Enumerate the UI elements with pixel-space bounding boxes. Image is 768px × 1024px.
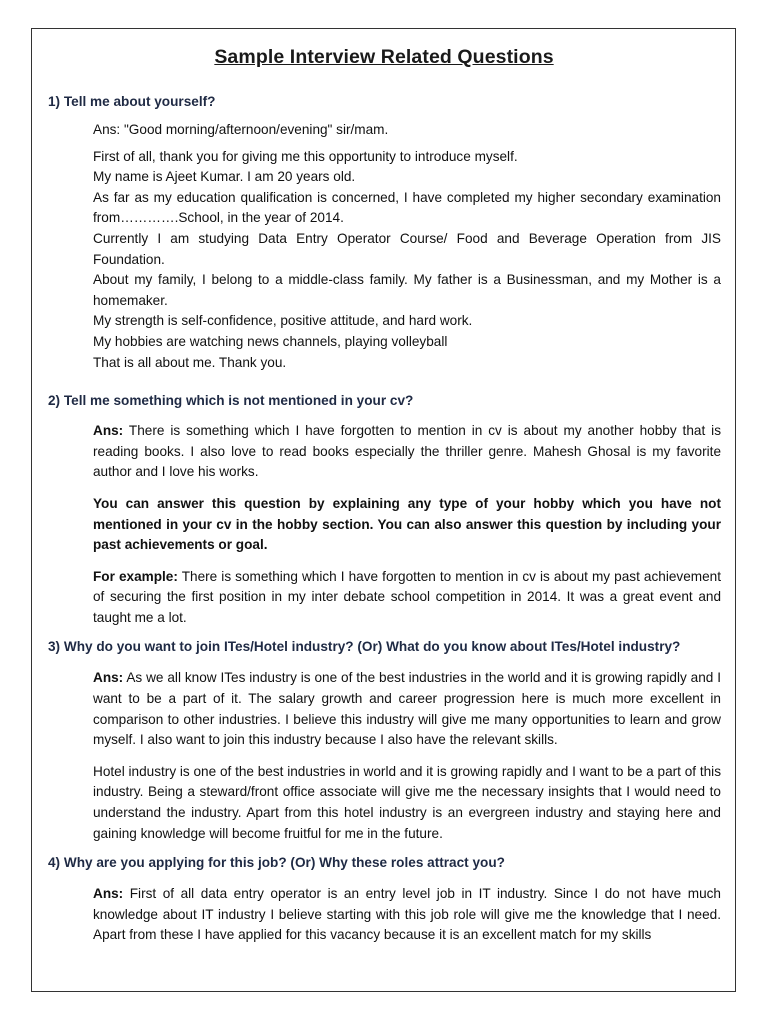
answer-4 [93,884,721,946]
answer-1-greeting: Ans: "Good morning/afternoon/evening" sir/mam. [93,122,389,137]
answer-4-text: Ans: First of all data entry operator is an entry level job in IT industry. Since I do not have much knowledge about IT industry I believe starting with this job role will give me the knowledge that I need. Apart from these I have applied for this vacancy because it is an excellent match for my skills [93,886,721,943]
answer-3-text: Ans: As we all know ITes industry is one of the best industries in the world and it is growing rapidly and I want to be a part of it. The salary growth and career progression here is much more excellent in comparison to other industries. I believe this industry will give me many opportunities to learn and grow myself. I also want to join this industry because I also have the relevant skills. [93,670,721,748]
question-2: 2) Tell me something which is not mentioned in your cv? [48,393,414,409]
question-3: 3) Why do you want to join ITes/Hotel industry? (Or) What do you know about ITes/Hotel industry? [48,639,681,655]
list-item: Currently I am studying Data Entry Operator Course/ Food and Beverage Operation from JIS Foundation. [93,230,721,267]
answer-label: Ans: [93,122,121,137]
answer-3 [93,668,721,844]
document-page [31,28,736,992]
answer-1-lines [93,147,721,374]
answer-2-example: For example: There is something which I have forgotten to mention in cv is about my past achievement of securing the first position in my inter debate school competition in 2014. It was a great event and taught me a lot. [93,568,722,625]
answer-label: Ans: [93,886,124,902]
list-item: About my family, I belong to a middle-class family. My father is a Businessman, and my Mother is a homemaker. [93,272,721,308]
list-item: My strength is self-confidence, positive attitude, and hard work. [93,313,473,329]
question-1: 1) Tell me about yourself? [48,94,216,109]
document-content [48,29,720,946]
list-item: My name is Ajeet Kumar. I am 20 years old. [93,169,356,185]
answer-3-para2: Hotel industry is one of the best industries in world and it is growing rapidly and I want to be a part of this industry. Being a steward/front office associate will give me the necessary insights that I would need to understand the industry. Apart from this hotel industry is an evergreen industry and staying here and gaining knowledge will become fruitful for me in the future. [93,763,721,841]
question-4: 4) Why are you applying for this job? (Or) Why these roles attract you? [48,855,505,871]
answer-label: Ans: [93,423,124,439]
answer-label: Ans: [93,670,124,686]
answer-2-tip: You can answer this question by explaining any type of your hobby which you have not mentioned in your cv in the hobby section. You can also answer this question by including your past achievements or goal. [93,495,721,553]
list-item: As far as my education qualification is concerned, I have completed my higher secondary examination from………….School, in the year of 2014. [93,189,721,226]
answer-1 [93,120,721,373]
example-label: For example: [93,568,178,584]
answer-2 [93,421,721,628]
list-item: First of all, thank you for giving me this opportunity to introduce myself. [93,148,518,164]
list-item: That is all about me. Thank you. [93,354,287,370]
list-item: My hobbies are watching news channels, playing volleyball [93,333,448,349]
page-title: Sample Interview Related Questions [214,46,554,68]
answer-2-text: Ans: There is something which I have forgotten to mention in cv is about my another hobby that is reading books. I also love to read books especially the thriller genre. Mahesh Ghosal is my favorite author and I love his works. [93,423,721,480]
